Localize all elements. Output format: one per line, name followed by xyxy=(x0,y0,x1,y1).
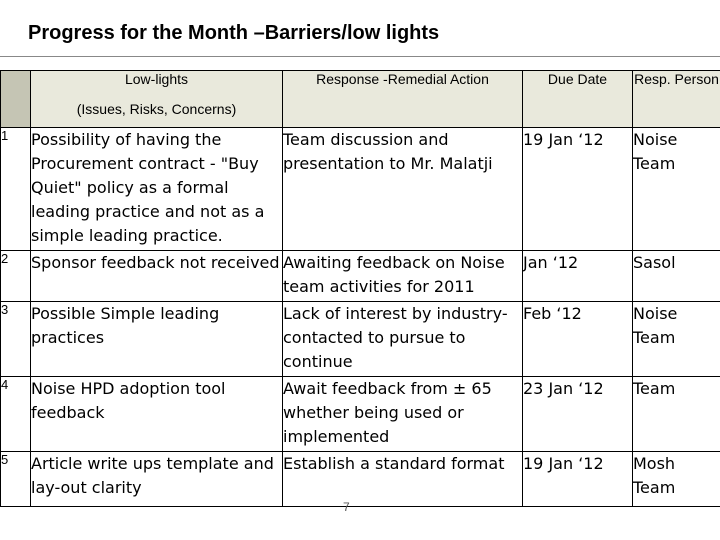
response-cell: Awaiting feedback on Noise team activities for 2011 xyxy=(283,251,523,302)
row-number: 4 xyxy=(1,377,31,452)
page-number: 7 xyxy=(343,500,350,514)
response-cell: Team discussion and presentation to Mr. Malatji xyxy=(283,128,523,251)
resp-person-cell: Sasol xyxy=(633,251,720,302)
lowlight-cell: Noise HPD adoption tool feedback xyxy=(31,377,283,452)
lowlight-cell: Article write ups template and lay-out clarity xyxy=(31,452,283,507)
resp-person-cell: Noise Team xyxy=(633,128,720,251)
lowlight-cell: Sponsor feedback not received xyxy=(31,251,283,302)
resp-person-cell: Team xyxy=(633,377,720,452)
header-lowlights-label: Low-lights xyxy=(124,71,189,87)
lowlights-table xyxy=(0,70,720,507)
due-date-cell: 19 Jan ‘12 xyxy=(523,128,633,251)
header-lowlights-sub: (Issues, Risks, Concerns) xyxy=(76,101,237,117)
due-date-cell: 23 Jan ‘12 xyxy=(523,377,633,452)
resp-person-cell: Mosh Team xyxy=(633,452,720,507)
lowlight-cell: Possibility of having the Procurement contract - "Buy Quiet" policy as a formal leading practice and not as a simple leading practice. xyxy=(31,128,283,251)
row-number: 3 xyxy=(1,302,31,377)
lowlight-cell: Possible Simple leading practices xyxy=(31,302,283,377)
table-row xyxy=(1,302,720,377)
title-divider xyxy=(0,56,720,57)
response-cell: Await feedback from ± 65 whether being used or implemented xyxy=(283,377,523,452)
row-number: 1 xyxy=(1,128,31,251)
table-row xyxy=(1,128,720,251)
response-cell: Lack of interest by industry- contacted to pursue to continue xyxy=(283,302,523,377)
response-cell: Establish a standard format xyxy=(283,452,523,507)
row-number: 5 xyxy=(1,452,31,507)
resp-person-cell: Noise Team xyxy=(633,302,720,377)
row-number: 2 xyxy=(1,251,31,302)
header-due-date: Due Date xyxy=(523,71,633,128)
header-number xyxy=(1,71,31,128)
header-resp-person: Resp. Person xyxy=(633,71,720,128)
table-row xyxy=(1,251,720,302)
header-response: Response -Remedial Action xyxy=(283,71,523,128)
due-date-cell: Feb ‘12 xyxy=(523,302,633,377)
due-date-cell: Jan ‘12 xyxy=(523,251,633,302)
table-header-row xyxy=(1,71,720,128)
due-date-cell: 19 Jan ‘12 xyxy=(523,452,633,507)
page-title: Progress for the Month –Barriers/low lights xyxy=(28,22,440,44)
table-row xyxy=(1,452,720,507)
header-lowlights xyxy=(31,71,283,128)
table-row xyxy=(1,377,720,452)
